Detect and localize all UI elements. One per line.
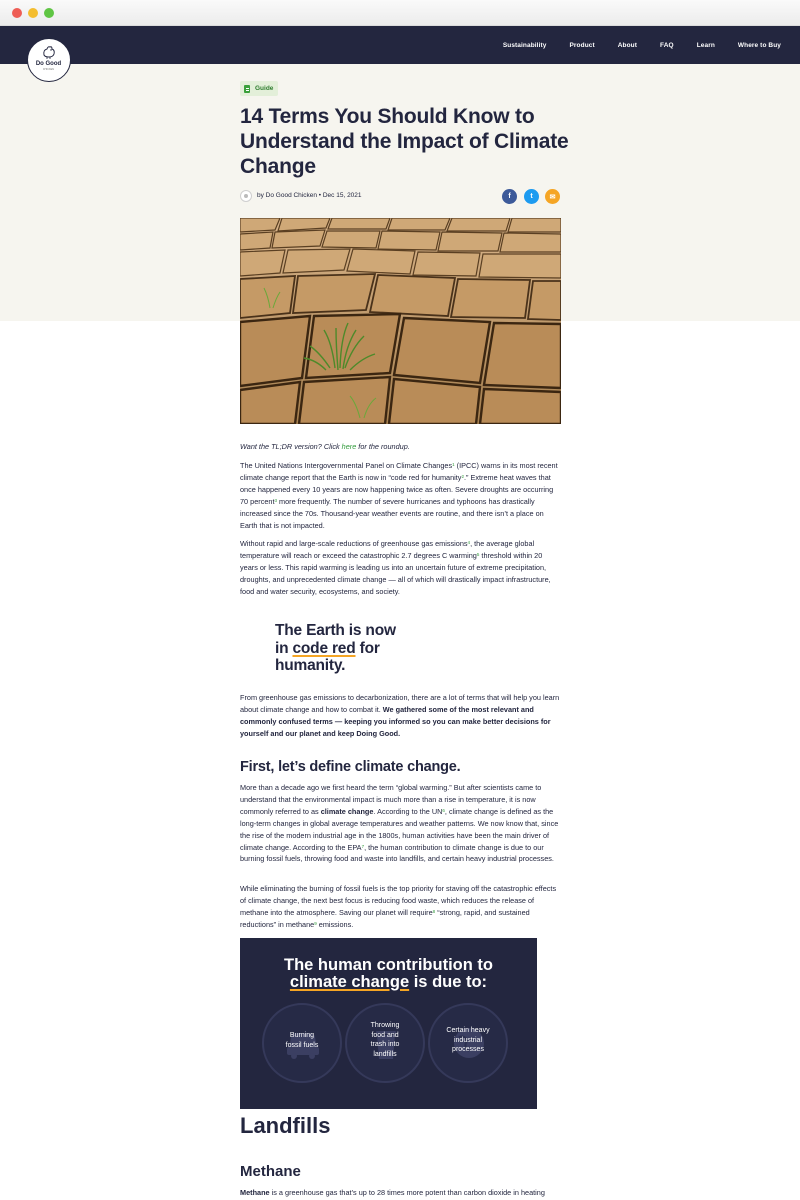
text: more frequently. The number of severe hurricanes and typhoons has drastically increased since the 70s. Thousand-year weather events are routine, and there isn’t a place on Earth that is not impacted. (240, 496, 544, 530)
maximize-window-button[interactable] (44, 8, 54, 18)
facebook-icon: f (508, 193, 511, 200)
infographic-title (240, 957, 537, 991)
footnote-ref[interactable]: 7 (361, 843, 365, 849)
text: is a greenhouse gas that’s up to 28 times more potent than carbon dioxide in heating (269, 1188, 545, 1197)
infographic-item-label (272, 1031, 332, 1050)
infographic-item-label (438, 1026, 498, 1055)
category-badge[interactable] (240, 81, 278, 96)
text: More than a decade ago we first heard the term “global warming.” But after scientists came to understand that the environmental impact is much more than a rise in temperature, it is now commonly referred to as (240, 783, 542, 816)
label-line: trash into (370, 1041, 400, 1049)
footnote-ref[interactable]: 8 (432, 908, 436, 914)
site-header (0, 26, 800, 64)
text: , climate change is defined as the long-term changes in global average temperatures and weather patterns. We now know that, since the rise of the modern industrial age in the 1800s, human activities have been the main driver of climate change. According to the EPA (240, 806, 559, 852)
nav-link-sustainability[interactable]: Sustainability (502, 41, 547, 49)
label-line: fossil fuels (285, 1041, 319, 1049)
text: From greenhouse gas emissions to decarbonization, there are a lot of terms that will help you learn about climate change and how to combat it. (240, 693, 560, 714)
text: in (275, 639, 293, 657)
label-line: food and (371, 1031, 399, 1039)
paragraph-methane-priority (240, 883, 561, 931)
footnote-ref[interactable]: 2 (461, 473, 464, 479)
infographic-item-landfills (345, 1003, 425, 1083)
section-heading-landfills: Landfills (240, 1113, 331, 1138)
pull-quote-line (275, 640, 475, 658)
paragraph-methane (240, 1187, 561, 1199)
bold-text: climate change (320, 806, 374, 816)
main-nav (480, 26, 781, 64)
author-avatar (240, 190, 252, 202)
nav-link-about[interactable]: About (617, 41, 638, 49)
nav-link-product[interactable]: Product (569, 41, 595, 49)
infographic-human-contribution (240, 938, 537, 1109)
text: . According to the UN (373, 806, 443, 816)
pull-quote-highlight: code red (292, 639, 356, 657)
tldr-link[interactable]: here (341, 442, 357, 451)
label-line: Certain heavy (446, 1027, 490, 1034)
paragraph-warming (240, 538, 561, 598)
nav-link-learn[interactable]: Learn (696, 41, 715, 49)
infographic-item-label (355, 1021, 415, 1059)
pull-quote-line: humanity. (275, 657, 346, 674)
bold-text: We gathered some of the most relevant and commonly confused terms — keeping you informed so you can make better decisions for yourself and our planet and keep Doing Good. (240, 704, 551, 738)
text: for (355, 639, 380, 657)
infographic-title-line (240, 974, 537, 991)
text: , the average global temperature will reach or exceed the catastrophic 2.7 degrees C warming (240, 539, 535, 560)
section-heading-define: First, let’s define climate change. (240, 759, 461, 775)
label-line: landfills (373, 1050, 397, 1058)
chicken-icon (41, 45, 57, 60)
footnote-ref[interactable]: 1 (452, 462, 455, 467)
text: is due to: (409, 973, 488, 991)
text: Without rapid and large-scale reductions of greenhouse gas emissions (240, 539, 468, 548)
bold-text: Methane (240, 1188, 270, 1197)
text: , the human contribution to climate change is due to our burning fossil fuels, throwing food and waste into landfills, and certain heavy industrial processes. (240, 842, 554, 864)
text: emissions. (316, 919, 354, 929)
text: (IPCC) warns in its most recent climate change report that the Earth is now in “code red for humanity (240, 461, 558, 482)
minimize-window-button[interactable] (28, 8, 38, 18)
hero-image-cracked-earth (240, 218, 561, 424)
email-icon: ✉ (549, 193, 556, 201)
paragraph-terms-intro (240, 692, 561, 740)
brand-tagline: CHICKEN (42, 68, 55, 71)
footnote-ref[interactable]: 3 (274, 497, 277, 503)
footnote-ref[interactable]: 9 (314, 920, 317, 926)
label-line: industrial (453, 1036, 482, 1044)
pull-quote-line: The Earth is now (275, 622, 396, 639)
text: The United Nations Intergovernmental Panel on Climate Changes (240, 461, 453, 470)
text: .” Extreme heat waves that once happened every 10 years are now happening twice as often. Severe droughts are occurring 70 percent (240, 472, 554, 506)
text: While eliminating the burning of fossil fuels is the top priority for staving off the catastrophic effects of climate change, the next best focus is reducing food waste, which reduces the release of methane into the atmosphere. Saving our planet will require (240, 884, 557, 917)
infographic-item-industrial (428, 1003, 508, 1083)
label-line: processes (452, 1046, 484, 1054)
article-title: 14 Terms You Should Know to Understand the Impact of Climate Change (240, 105, 569, 178)
nav-link-where-to-buy[interactable]: Where to Buy (737, 41, 781, 49)
share-facebook-button[interactable] (502, 189, 517, 204)
share-twitter-button[interactable] (524, 189, 539, 204)
close-window-button[interactable] (12, 8, 22, 18)
footnote-ref[interactable]: 5 (476, 551, 480, 557)
footnote-ref[interactable]: 6 (442, 807, 445, 813)
label-line: Throwing (370, 1022, 400, 1029)
infographic-item-fossil-fuels (262, 1003, 342, 1083)
nav-link-faq[interactable]: FAQ (660, 41, 674, 49)
text: “strong, rapid, and sustained reductions” in methane (240, 907, 530, 929)
pull-quote (275, 622, 475, 675)
browser-titlebar (0, 0, 800, 26)
document-icon (244, 85, 250, 93)
footnote-ref[interactable]: 4 (467, 540, 471, 545)
brand-logo[interactable] (27, 38, 71, 82)
text: threshold within 20 years or less. This rapid warming is leading us into an uncertain future of extreme precipitation, droughts, and unprecedented climate change — all of which will drastically impact infrastructure, food and water security, ecosystems, and society. (240, 550, 551, 596)
category-badge-label: Guide (255, 85, 274, 92)
tldr-note (240, 441, 561, 453)
byline: by Do Good Chicken • Dec 15, 2021 (257, 192, 362, 199)
section-heading-methane: Methane (240, 1163, 301, 1180)
share-email-button[interactable] (545, 189, 560, 204)
paragraph-definition (240, 782, 561, 865)
infographic-title-line: The human contribution to (284, 956, 493, 974)
paragraph-intro (240, 460, 561, 531)
tldr-suffix: for the roundup. (356, 442, 410, 451)
tldr-prefix: Want the TL;DR version? Click (240, 442, 342, 451)
label-line: Burning (289, 1032, 315, 1039)
brand-name: Do Good (35, 61, 62, 67)
infographic-highlight: climate change (289, 973, 410, 991)
article-meta (240, 189, 362, 202)
twitter-icon: t (530, 193, 533, 200)
